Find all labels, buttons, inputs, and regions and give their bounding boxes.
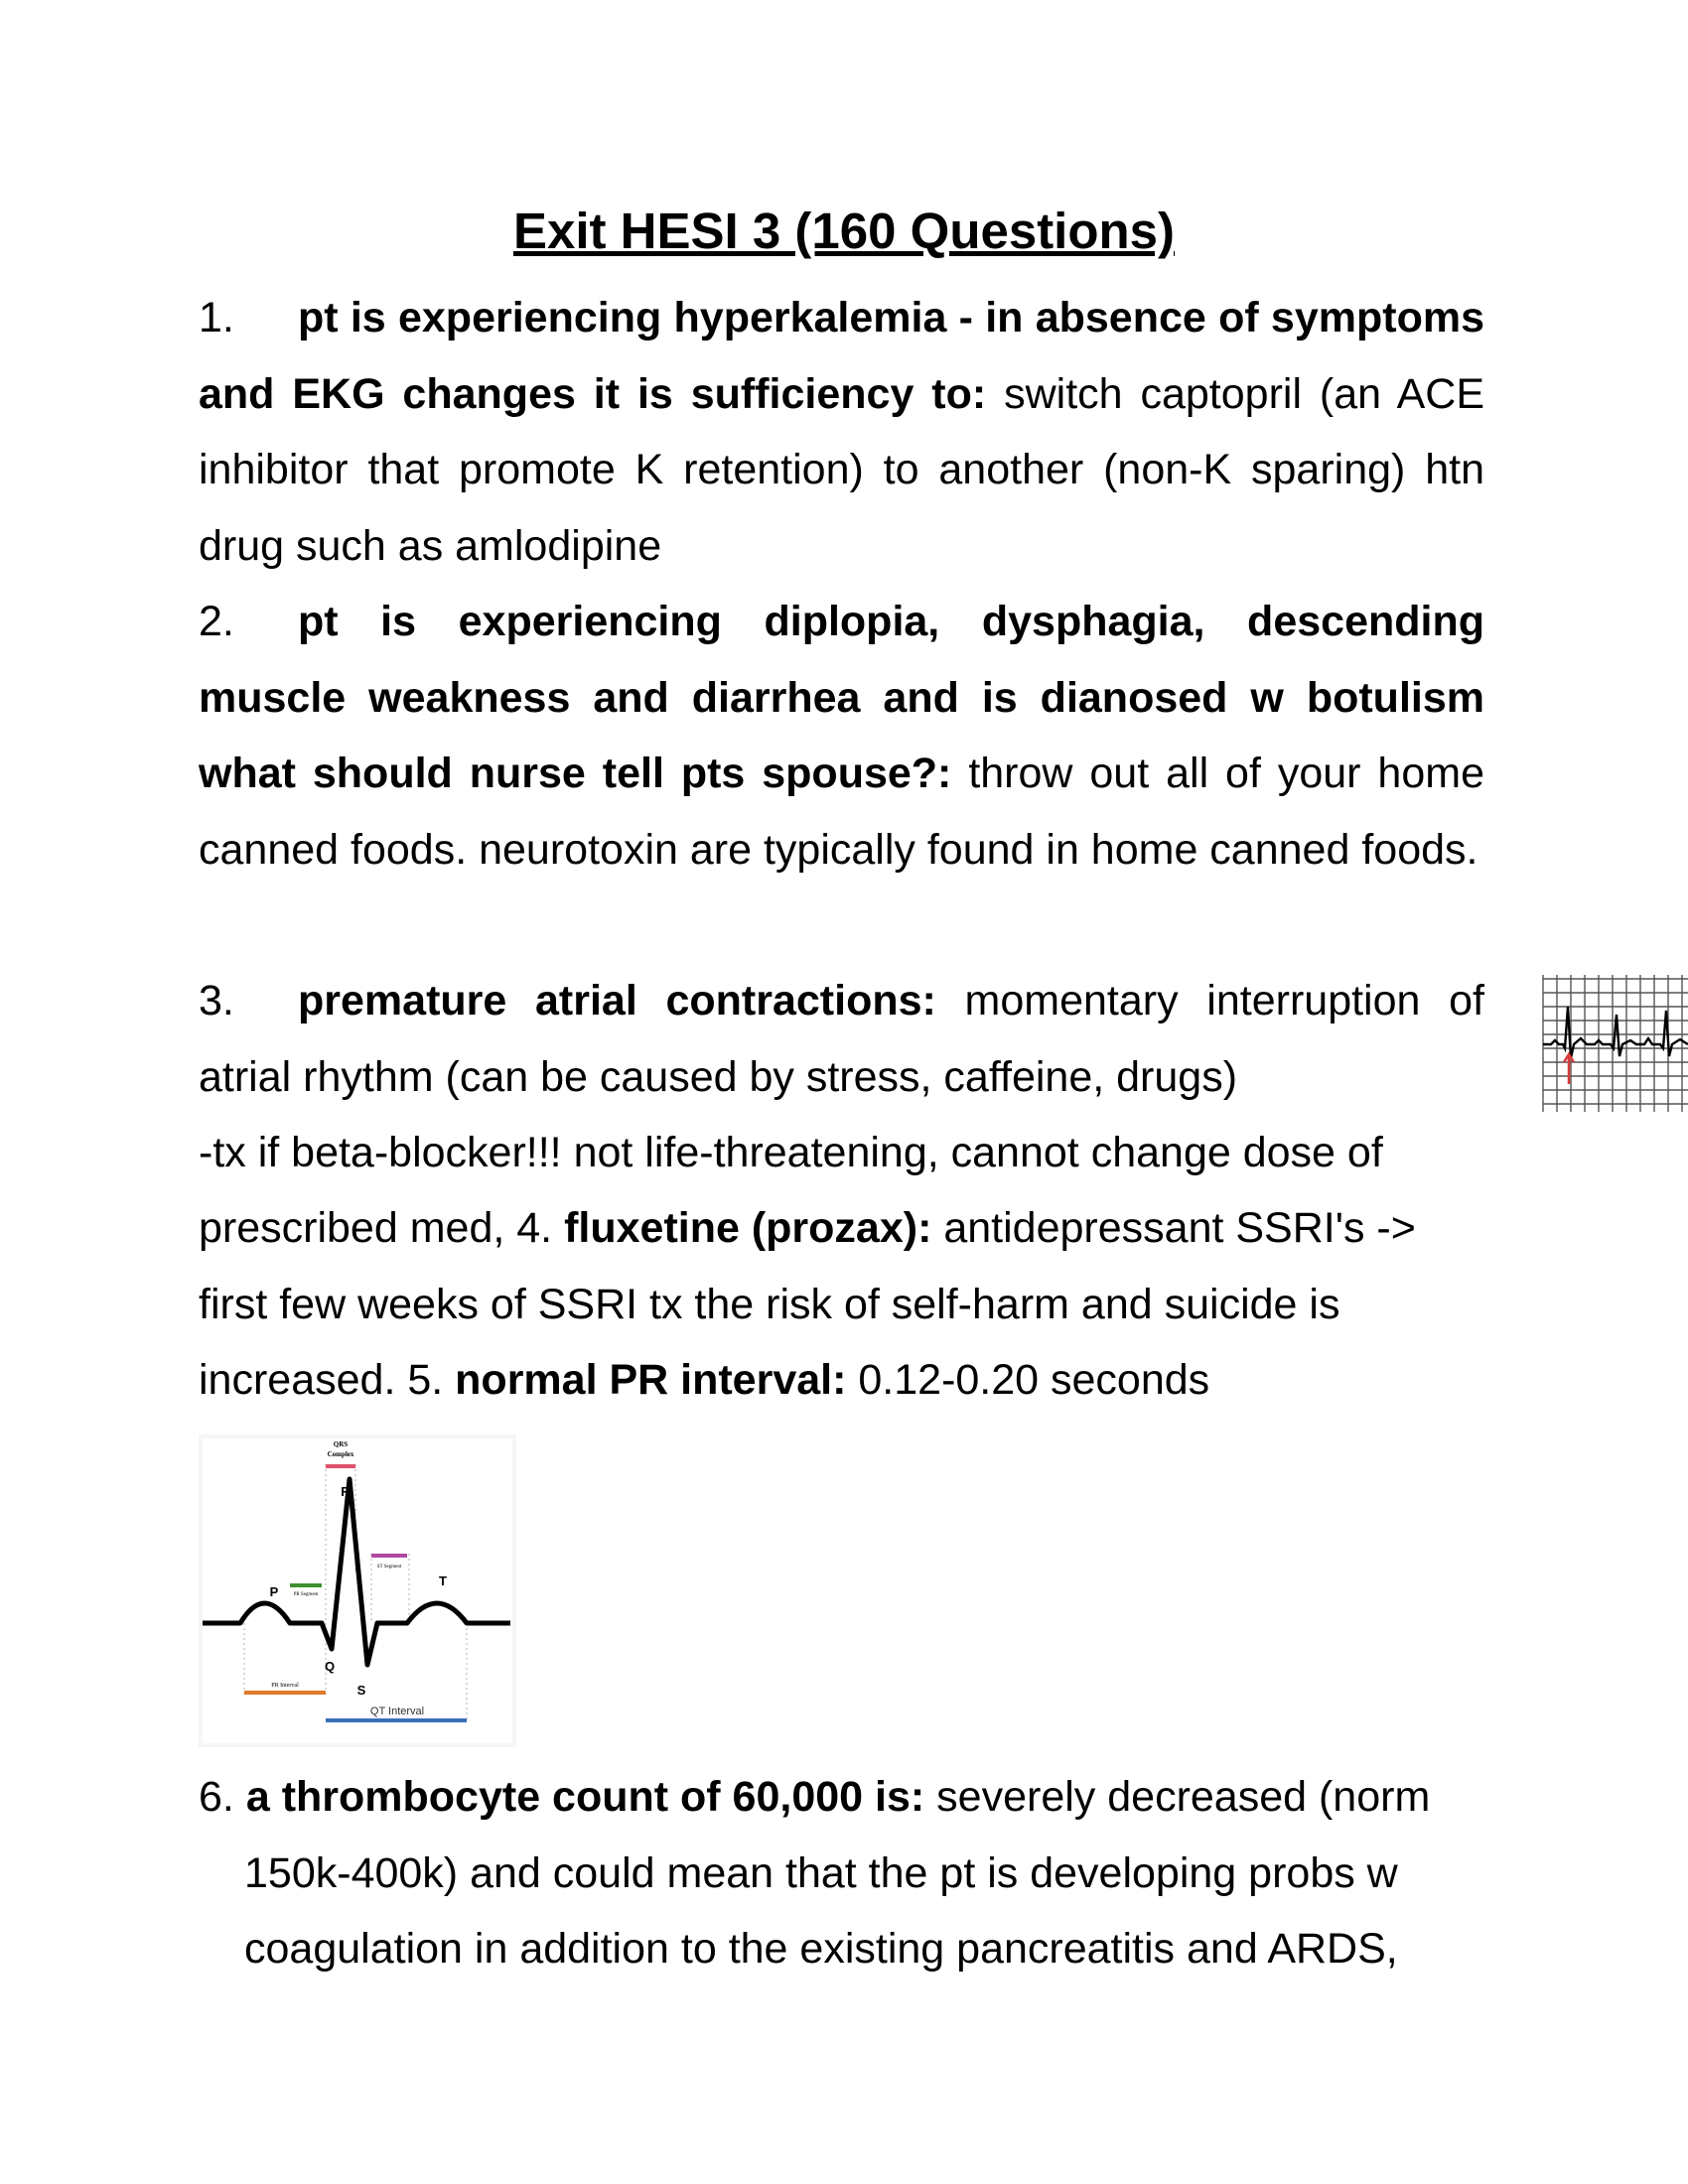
question-2	[199, 584, 1484, 887]
question-4-line	[199, 1190, 1589, 1267]
question-6-line1	[199, 1773, 1430, 1821]
question-text: normal PR interval:	[455, 1356, 847, 1404]
question-number: 2.	[199, 598, 234, 645]
answer-text: 0.12-0.20 seconds	[858, 1356, 1210, 1404]
answer-text: antidepressant SSRI's ->	[943, 1204, 1416, 1252]
page-title: Exit HESI 3 (160 Questions)	[512, 203, 1176, 259]
question-text: pt is experiencing hyperkalemia - in absence of symptoms and EKG changes it is sufficiency to:	[199, 294, 1484, 418]
question-number: 1.	[199, 294, 234, 341]
t-wave-label: T	[439, 1573, 447, 1588]
answer-text: throw out all of your home canned foods. neurotoxin are typically found in home canned foods.	[199, 750, 1484, 874]
line-prefix: increased. 5.	[199, 1356, 444, 1404]
r-wave-label: R	[341, 1484, 351, 1499]
treatment-line: -tx if beta-blocker!!! not life-threatening, cannot change dose of	[199, 1129, 1383, 1176]
line-prefix: prescribed med, 4.	[199, 1204, 553, 1252]
question-3	[199, 963, 1484, 1115]
p-wave-label: P	[269, 1584, 279, 1599]
st-segment-label: ST Segment	[376, 1565, 402, 1570]
question-number: 6.	[199, 1773, 234, 1821]
answer-text: switch captopril (an ACE inhibitor that promote K retention) to another (non-K sparing) htn drug such as amlodipine	[199, 369, 1484, 570]
question-6-line3: coagulation in addition to the existing pancreatitis and ARDS,	[244, 1925, 1398, 1973]
ekg-waveform-diagram	[199, 1434, 516, 1747]
ssri-line: first few weeks of SSRI tx the risk of self-harm and suicide is	[199, 1281, 1340, 1328]
s-wave-label: S	[356, 1683, 366, 1698]
answer-text: severely decreased (norm	[936, 1773, 1431, 1821]
q-wave-label: Q	[324, 1659, 336, 1674]
question-6-line2: 150k-400k) and could mean that the pt is developing probs w	[244, 1848, 1398, 1897]
qrs-label-line1: QRS	[333, 1440, 349, 1448]
question-text: a thrombocyte count of 60,000 is:	[245, 1773, 925, 1821]
qt-interval-label: QT Interval	[369, 1706, 425, 1717]
pr-segment-label: PR Segment	[293, 1592, 319, 1597]
qrs-label-line2: Complex	[327, 1450, 354, 1458]
question-5-line	[199, 1342, 1589, 1419]
pr-interval-label: PR Interval	[271, 1683, 299, 1689]
answer-text: momentary interruption of atrial rhythm (can be caused by stress, caffeine, drugs)	[199, 977, 1484, 1101]
question-number: 3.	[199, 977, 234, 1024]
question-text: fluxetine (prozax):	[564, 1204, 932, 1252]
ecg-strip-image	[1541, 973, 1688, 1112]
question-text: pt is experiencing diplopia, dysphagia, descending muscle weakness and diarrhea and is dianosed w botulism what should nurse tell pts spouse?:	[199, 598, 1484, 797]
question-6	[199, 1759, 1489, 1987]
question-1	[199, 280, 1484, 584]
question-text: premature atrial contractions:	[298, 977, 936, 1024]
